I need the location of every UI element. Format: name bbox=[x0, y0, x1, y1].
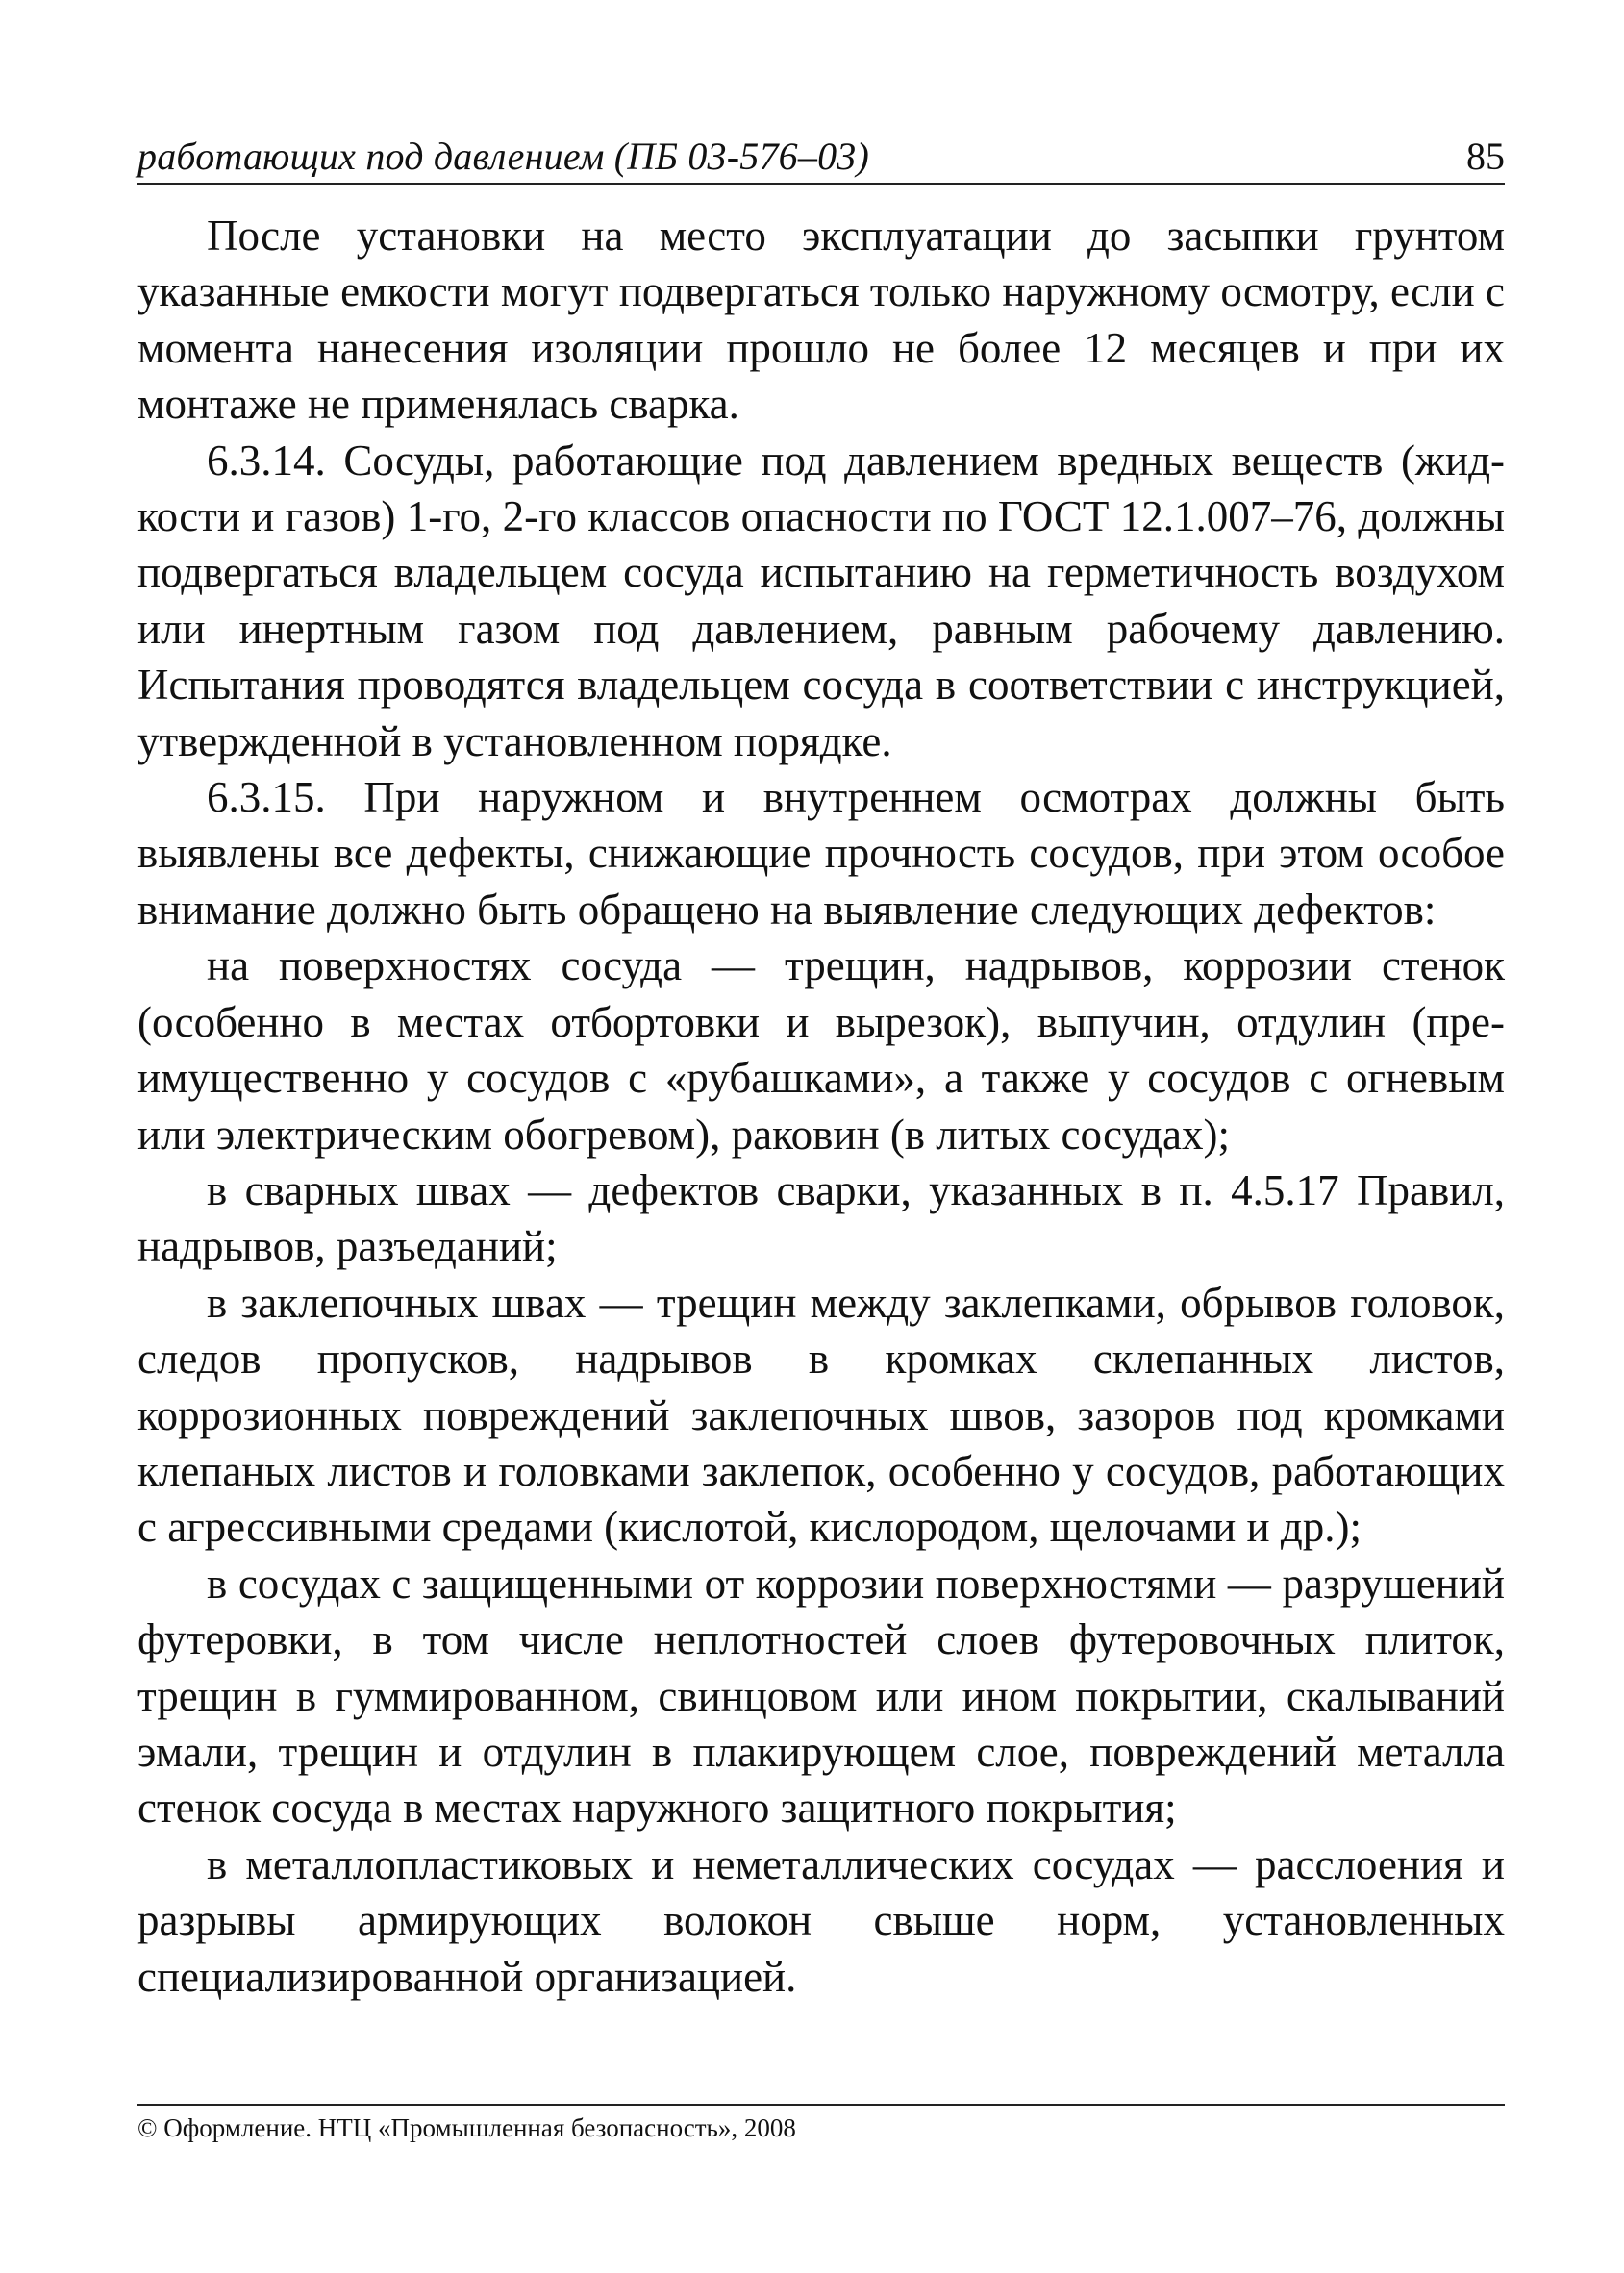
page-number: 85 bbox=[1466, 135, 1505, 178]
paragraph-6-3-14: 6.3.14. Сосуды, работающие под давлением вредных веществ (жидкости и газов) 1-го, 2-го классов опасности по ГОСТ 12.1.007–76, должны подвергаться владельцем сосуда испытанию на герметичность воздухом или инертным газом под давлением, равным рабочему давлению. Испытания проводятся владельцем сосуда в соответствии с инструкцией, утвержденной в установленном порядке. bbox=[137, 436, 1505, 765]
defect-item-rivets: в заклепочных швах — трещин между заклепками, обрывов головок, следов пропусков, надрывов в кромках склепанных листов, коррозионных повреждений заклепочных швов, зазоров под кромками клепаных листов и головками заклепок, особенно у сосудов, работающих с агрессивными средами (кислотой, кислородом, щелочами и др.); bbox=[137, 1278, 1505, 1552]
running-header bbox=[137, 133, 1505, 185]
defect-item-metal-plastic: в металлопластиковых и неметаллических сосудах — расслоения и разрывы армирующих волокон свыше норм, установленных специализированной организацией. bbox=[137, 1839, 1505, 2001]
footer-divider bbox=[137, 2104, 1505, 2106]
running-title: работающих под давлением (ПБ 03-576–03) bbox=[137, 135, 869, 178]
defect-item-surfaces: на поверхностях сосуда — трещин, надрывов, коррозии стенок (особенно в местах отбортовки и вырезок), выпучин, отдулин (преимущественно у сосудов с «рубашками», а также у сосудов с огневым или электрическим обогревом), раковин (в литых сосудах); bbox=[137, 941, 1505, 1159]
copyright-note: © Оформление. НТЦ «Промышленная безопасность», 2008 bbox=[137, 2113, 796, 2142]
main-text bbox=[137, 208, 1505, 2005]
paragraph-intro: После установки на место эксплуатации до засыпки грунтом указанные емкости могут подвергаться только наружному осмотру, если с момента нанесения изоляции прошло не более 12 месяцев и при их монтаже не применялась сварка. bbox=[137, 212, 1505, 429]
defect-item-protected-surfaces: в сосудах с защищенными от коррозии поверхностями — разрушений футеровки, в том числе неплотностей слоев футеровочных плиток, трещин в гуммированном, свинцовом или ином покрытии, скалываний эмали, трещин и отдулин в плакирующем слое, повреждений металла стенок сосуда в местах наружного защитного покрытия; bbox=[137, 1559, 1505, 1833]
defect-item-welds: в сварных швах — дефектов сварки, указанных в п. 4.5.17 Правил, надрывов, разъеданий; bbox=[137, 1165, 1505, 1271]
paragraph-6-3-15: 6.3.15. При наружном и внутреннем осмотрах должны быть выявлены все дефекты, снижающие прочность сосудов, при этом особое внимание должно быть обращено на выявление следующих дефектов: bbox=[137, 773, 1505, 934]
